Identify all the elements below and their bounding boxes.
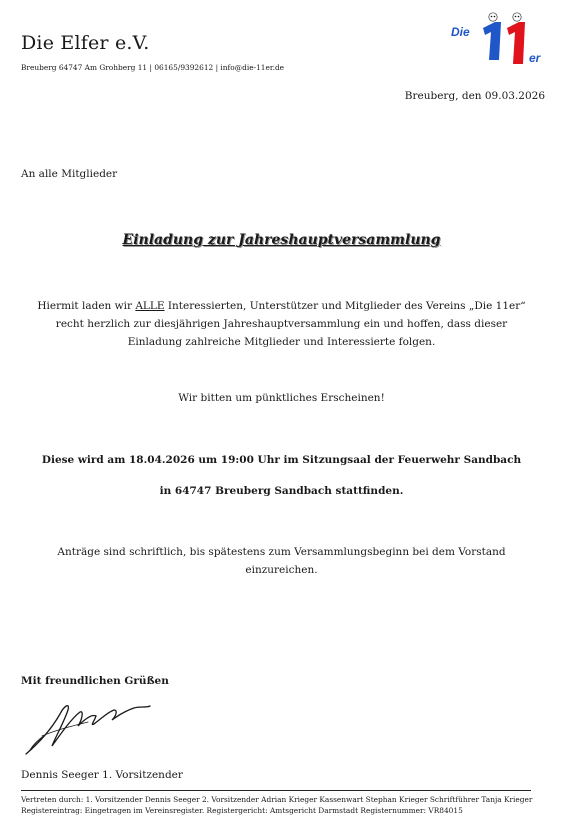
- invitation-line-2: recht herzlich zur diesjährigen Jahreshauptversammlung ein und hoffen, dass dieser: [55, 318, 508, 330]
- meeting-location: in 64747 Breuberg Sandbach stattfinden.: [159, 485, 404, 497]
- logo-figure-blue: [483, 13, 501, 60]
- letter-date: Breuberg, den 09.03.2026: [404, 90, 545, 102]
- letter-title: Einladung zur Jahreshauptversammlung: [122, 232, 441, 248]
- addressee: An alle Mitglieder: [21, 168, 118, 180]
- footer-divider: [21, 790, 531, 791]
- invitation-line-3: Einladung zahlreiche Mitglieder und Interessierte folgen.: [127, 336, 436, 348]
- motions-line-2: einzureichen.: [245, 564, 318, 576]
- punctuality-note: Wir bitten um pünktliches Erscheinen!: [178, 392, 385, 404]
- logo-die-text: Die: [451, 25, 470, 39]
- logo-figure-red: [507, 13, 525, 64]
- logo-er-text: er: [529, 51, 541, 65]
- closing-greeting: Mit freundlichen Grüßen: [21, 675, 169, 687]
- footer-registry: Registereintrag: Eingetragen im Vereinsregister. Registergericht: Amtsgericht Darmstadt Registernummer: VR84015: [21, 806, 463, 815]
- motions-paragraph: [0, 543, 563, 579]
- invitation-paragraph: [0, 297, 563, 351]
- invitation-line-1: Hiermit laden wir ALLE Interessierten, Unterstützer und Mitglieder des Vereins „Die 11er“: [37, 300, 526, 312]
- emphasis-alle: ALLE: [135, 300, 165, 312]
- footer-representatives: Vertreten durch: 1. Vorsitzender Dennis Seeger 2. Vorsitzender Adrian Krieger Kassenwart Stephan Krieger Schriftführer Tanja Krieger: [21, 795, 533, 804]
- handwritten-signature: [22, 692, 157, 760]
- club-logo: [449, 8, 553, 70]
- motions-line-1: Anträge sind schriftlich, bis spätestens zum Versammlungsbeginn bei dem Vorstand: [57, 546, 506, 558]
- signer-name: Dennis Seeger 1. Vorsitzender: [21, 769, 183, 781]
- meeting-datetime: Diese wird am 18.04.2026 um 19:00 Uhr im Sitzungsaal der Feuerwehr Sandbach: [41, 454, 522, 466]
- organization-name: Die Elfer e.V.: [21, 32, 150, 54]
- organization-contact: Breuberg 64747 Am Grohberg 11 | 06165/9392612 | info@die-11er.de: [21, 63, 285, 72]
